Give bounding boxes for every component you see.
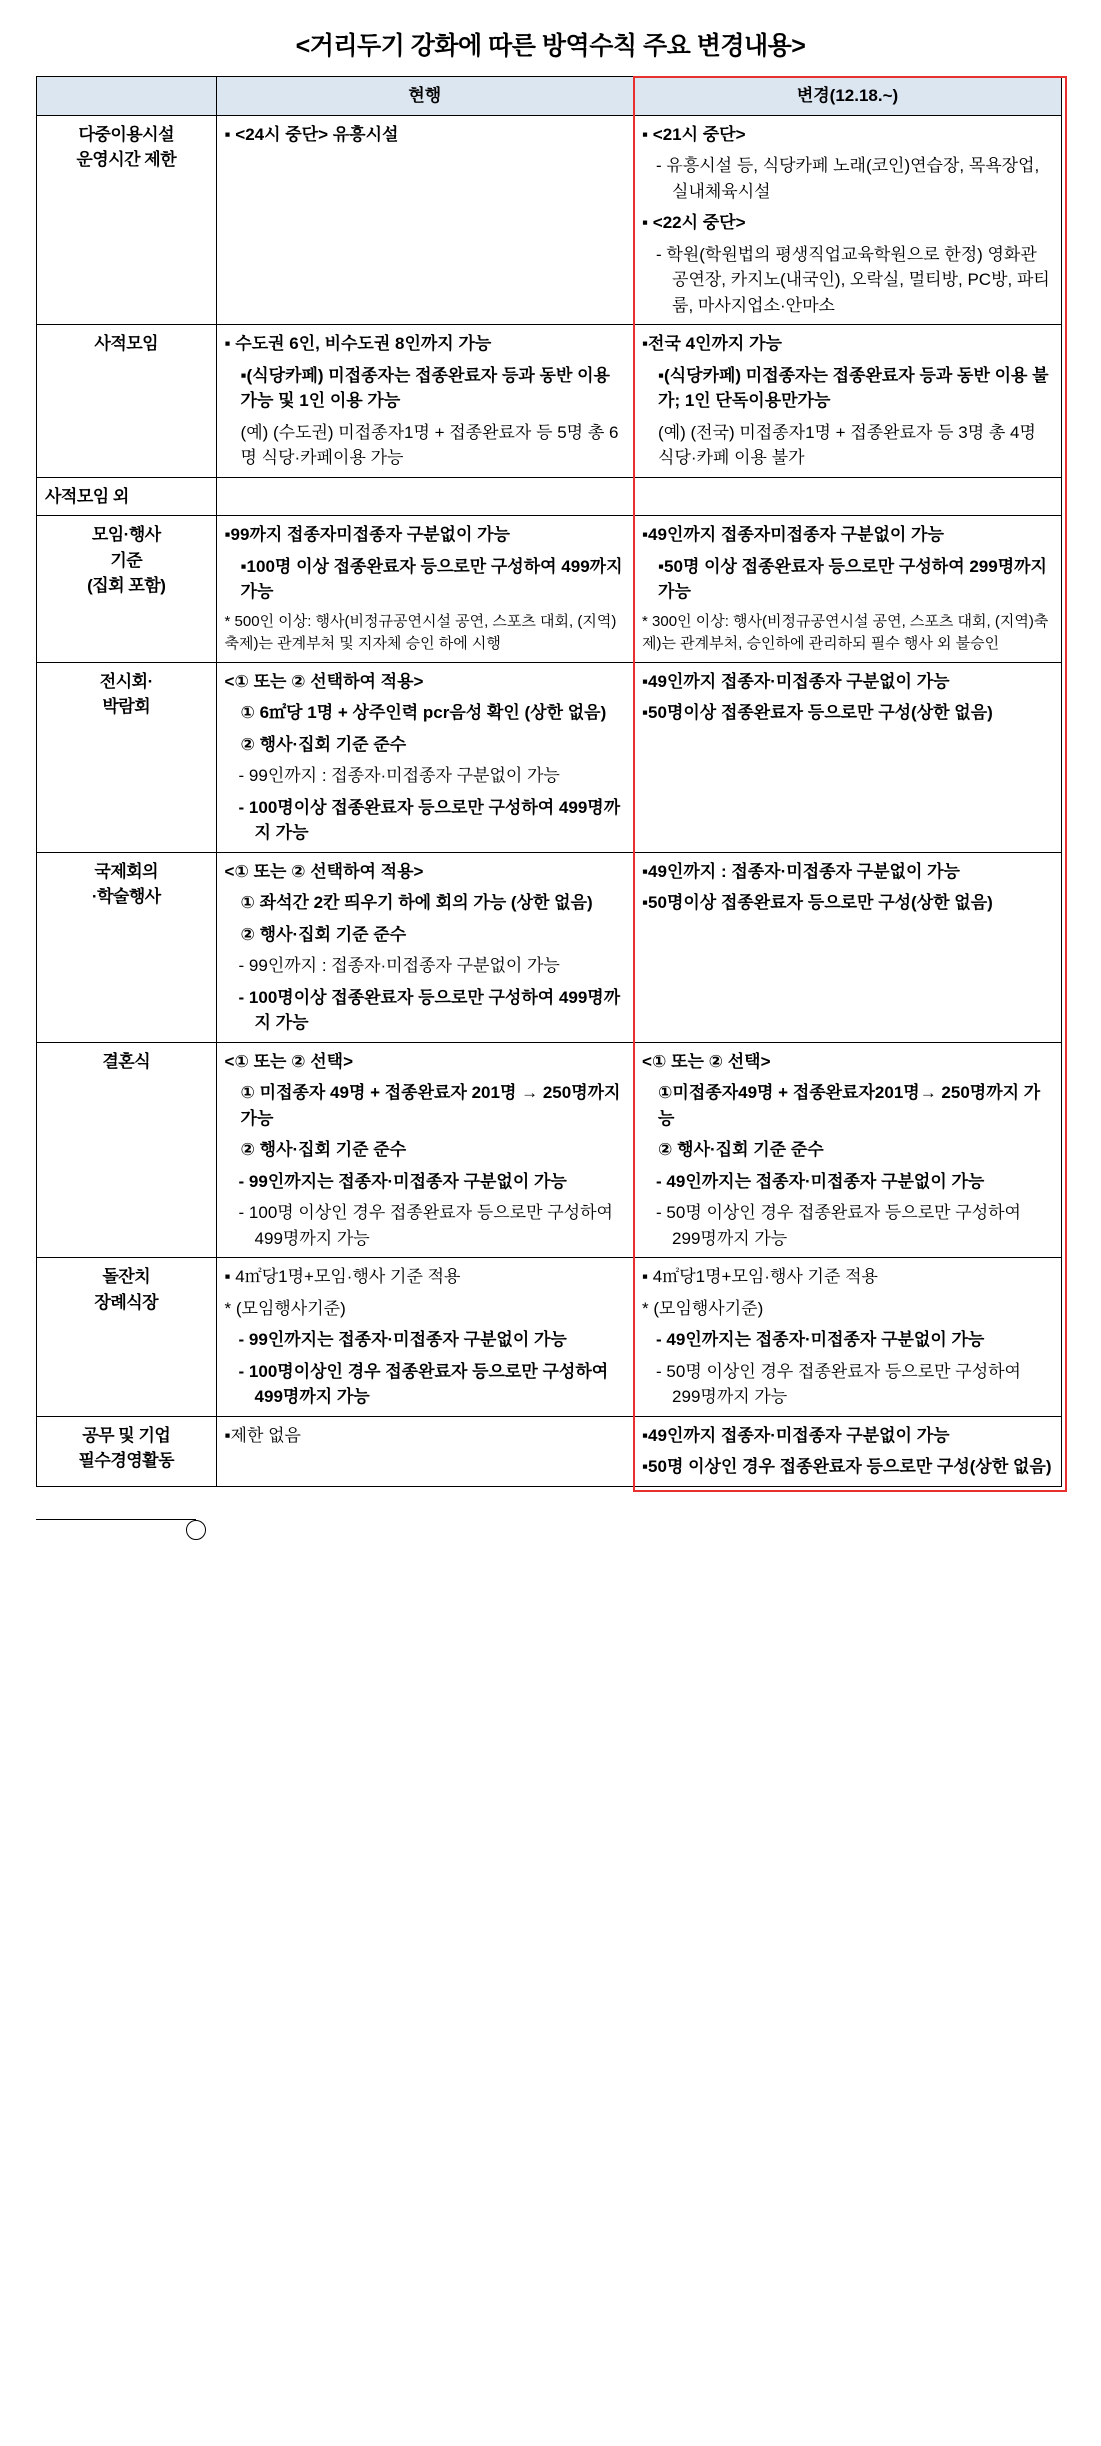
text-line: - 100명 이상인 경우 접종완료자 등으로만 구성하여 499명까지 가능 <box>238 1203 613 1248</box>
text-line: - 99인까지 : 접종자·미접종자 구분없이 가능 <box>238 766 560 785</box>
table-row <box>37 325 1062 478</box>
cell-current-private-gathering <box>216 325 634 478</box>
text-line: ▪50명이상 접종완료자 등으로만 구성(상한 없음) <box>642 893 993 912</box>
table-row <box>37 662 1062 852</box>
row-label-international-conference <box>37 852 217 1042</box>
row-label-line1: 전시회· <box>99 671 153 691</box>
table-header <box>37 77 1062 116</box>
text-line: - 49인까지는 접종자·미접종자 구분없이 가능 <box>656 1171 985 1191</box>
cell-current-wedding <box>216 1042 634 1258</box>
text-line: ▪99까지 접종자미접종자 구분없이 가능 <box>224 525 510 544</box>
column-header-changed: 변경(12.18.~) <box>634 77 1062 116</box>
section-header-spacer-changed <box>634 477 1062 516</box>
bottom-spacer <box>36 1487 1065 1513</box>
text-line: (예) (수도권) 미접종자1명 + 접종완료자 등 5명 총 6명 식당·카페이용 가능 <box>240 422 619 467</box>
text-line: - 99인까지는 접종자·미접종자 구분없이 가능 <box>238 1171 567 1191</box>
cell-changed-events-standard <box>634 516 1062 663</box>
text-line: ② 행사·집회 기준 준수 <box>240 734 407 754</box>
section-header-row <box>37 477 1062 516</box>
text-line: ▪전국 4인까지 가능 <box>642 334 782 353</box>
text-line: - 100명이상 접종완료자 등으로만 구성하여 499명까지 가능 <box>238 797 621 842</box>
text-line: ① 6㎡당 1명 + 상주인력 pcr음성 확인 (상한 없음) <box>240 703 607 722</box>
text-line: ▪50명 이상 접종완료자 등으로만 구성하여 299명까지 가능 <box>658 556 1047 601</box>
text-line: ▪50명 이상인 경우 접종완료자 등으로만 구성(상한 없음) <box>642 1457 1052 1476</box>
text-line: ▪(식당카페) 미접종자는 접종완료자 등과 동반 이용 불가; 1인 단독이용만가능 <box>658 365 1049 410</box>
table-row <box>37 115 1062 325</box>
footer-rule <box>36 1519 196 1520</box>
cell-changed-exhibition <box>634 662 1062 852</box>
text-line: ▪제한 없음 <box>224 1425 301 1445</box>
cell-current-official-business <box>216 1416 634 1486</box>
text-line: * (모임행사기준) <box>642 1298 764 1318</box>
text-line: ①미접종자49명 + 접종완료자201명→ 250명까지 가능 <box>658 1083 1041 1128</box>
text-line: <① 또는 ② 선택> <box>224 1051 354 1071</box>
text-line: - 99인까지 : 접종자·미접종자 구분없이 가능 <box>238 956 560 975</box>
text-line: ▪ 수도권 6인, 비수도권 8인까지 가능 <box>224 334 492 353</box>
cell-changed-facility-hours <box>634 115 1062 325</box>
text-line: <① 또는 ② 선택> <box>642 1051 771 1071</box>
cell-changed-official-business <box>634 1416 1062 1486</box>
text-line: * 500인 이상: 행사(비정규공연시설 공연, 스포츠 대회, (지역)축제)는 관계부처 및 지자체 승인 하에 시행 <box>224 612 617 652</box>
row-label-exhibition <box>37 662 217 852</box>
section-header-spacer-current <box>216 477 634 516</box>
text-line: * 300인 이상: 행사(비정규공연시설 공연, 스포츠 대회, (지역)축제)는 관계부처, 승인하에 관리하되 필수 행사 외 불승인 <box>642 612 1049 652</box>
cell-current-international-conference <box>216 852 634 1042</box>
page-title: <거리두기 강화에 따른 방역수칙 주요 변경내용> <box>295 32 806 60</box>
table-row <box>37 1042 1062 1258</box>
row-label-events-standard <box>37 516 217 663</box>
cell-current-doljanchi-funeral <box>216 1258 634 1417</box>
cell-changed-wedding <box>634 1042 1062 1258</box>
table-row <box>37 1258 1062 1417</box>
row-label-private-gathering: 사적모임 <box>37 325 217 478</box>
text-line: <① 또는 ② 선택하여 적용> <box>224 671 424 691</box>
table-row <box>37 516 1062 663</box>
row-label-wedding: 결혼식 <box>37 1042 217 1258</box>
table-header-row <box>37 77 1062 116</box>
cell-changed-international-conference <box>634 852 1062 1042</box>
row-label-line1: 돌잔치 <box>102 1267 151 1286</box>
text-line: - 학원(학원법의 평생직업교육학원으로 한정) 영화관공연장, 카지노(내국인), 오락실, 멀티방, PC방, 파티룸, 마사지업소·안마소 <box>656 244 1050 315</box>
footer-circle-mark <box>186 1520 206 1540</box>
row-label-line1: 모임·행사 <box>91 525 161 544</box>
table-body <box>37 115 1062 1486</box>
row-label-line2: 운영시간 제한 <box>76 150 177 169</box>
column-header-label <box>37 77 217 116</box>
text-line: - 50명 이상인 경우 접종완료자 등으로만 구성하여 299명까지 가능 <box>656 1203 1021 1248</box>
text-line: - 유흥시설 등, 식당카페 노래(코인)연습장, 목욕장업, 실내체육시설 <box>656 156 1040 201</box>
guidelines-table <box>36 76 1062 1487</box>
text-line: - 100명이상 접종완료자 등으로만 구성하여 499명까지 가능 <box>238 987 621 1032</box>
text-line: ▪(식당카페) 미접종자는 접종완료자 등과 동반 이용가능 및 1인 이용 가능 <box>240 365 610 410</box>
row-label-official-business <box>37 1416 217 1486</box>
text-line: ▪ <24시 중단> 유흥시설 <box>224 124 399 144</box>
text-line: ① 미접종자 49명 + 접종완료자 201명 → 250명까지 가능 <box>240 1083 621 1128</box>
text-line: ▪ <21시 중단> <box>642 124 746 144</box>
text-line: ▪49인까지 접종자·미접종자 구분없이 가능 <box>642 671 950 691</box>
cell-current-events-standard <box>216 516 634 663</box>
table-row <box>37 852 1062 1042</box>
cell-current-exhibition <box>216 662 634 852</box>
text-line: - 100명이상인 경우 접종완료자 등으로만 구성하여 499명까지 가능 <box>238 1361 609 1406</box>
text-line: <① 또는 ② 선택하여 적용> <box>224 861 424 881</box>
row-label-line2: 박람회 <box>102 697 151 716</box>
text-line: ▪49인까지 : 접종자·미접종자 구분없이 가능 <box>642 861 960 881</box>
text-line: - 99인까지는 접종자·미접종자 구분없이 가능 <box>238 1330 567 1349</box>
text-line: * (모임행사기준) <box>224 1298 346 1318</box>
column-header-current: 현행 <box>216 77 634 116</box>
row-label-facility-hours <box>37 115 217 325</box>
cell-current-facility-hours <box>216 115 634 325</box>
text-line: ② 행사·집회 기준 준수 <box>658 1140 824 1159</box>
row-label-line1: 공무 및 기업 <box>82 1425 171 1445</box>
row-label-line2: 필수경영활동 <box>78 1451 175 1470</box>
text-line: - 49인까지는 접종자·미접종자 구분없이 가능 <box>656 1330 985 1349</box>
text-line: (예) (전국) 미접종자1명 + 접종완료자 등 3명 총 4명 식당·카페 이용 불가 <box>658 422 1036 467</box>
text-line: ▪ 4㎡당1명+모임·행사 기준 적용 <box>224 1267 461 1286</box>
text-line: ① 좌석간 2칸 띄우기 하에 회의 가능 (상한 없음) <box>240 893 593 912</box>
row-label-line2: 기준 <box>110 550 143 570</box>
section-header-other-gatherings: 사적모임 외 <box>37 477 217 516</box>
row-label-doljanchi-funeral <box>37 1258 217 1417</box>
text-line: ▪ 4㎡당1명+모임·행사 기준 적용 <box>642 1267 878 1286</box>
cell-changed-doljanchi-funeral <box>634 1258 1062 1417</box>
cell-changed-private-gathering <box>634 325 1062 478</box>
text-line: ② 행사·집회 기준 준수 <box>240 1140 407 1159</box>
row-label-line1: 국제회의 <box>94 861 159 881</box>
text-line: ▪49인까지 접종자·미접종자 구분없이 가능 <box>642 1425 950 1445</box>
text-line: ▪ <22시 중단> <box>642 213 746 232</box>
row-label-line2: 장례식장 <box>94 1292 159 1312</box>
text-line: ▪50명이상 접종완료자 등으로만 구성(상한 없음) <box>642 703 993 722</box>
row-label-line1: 다중이용시설 <box>78 124 175 144</box>
row-label-line3: (집회 포함) <box>87 576 166 595</box>
text-line: ② 행사·집회 기준 준수 <box>240 924 407 944</box>
text-line: - 50명 이상인 경우 접종완료자 등으로만 구성하여 299명까지 가능 <box>656 1361 1021 1406</box>
row-label-line2: ·학술행사 <box>91 887 161 906</box>
text-line: ▪49인까지 접종자미접종자 구분없이 가능 <box>642 525 944 544</box>
text-line: ▪100명 이상 접종완료자 등으로만 구성하여 499까지 가능 <box>240 556 623 601</box>
table-row <box>37 1416 1062 1486</box>
